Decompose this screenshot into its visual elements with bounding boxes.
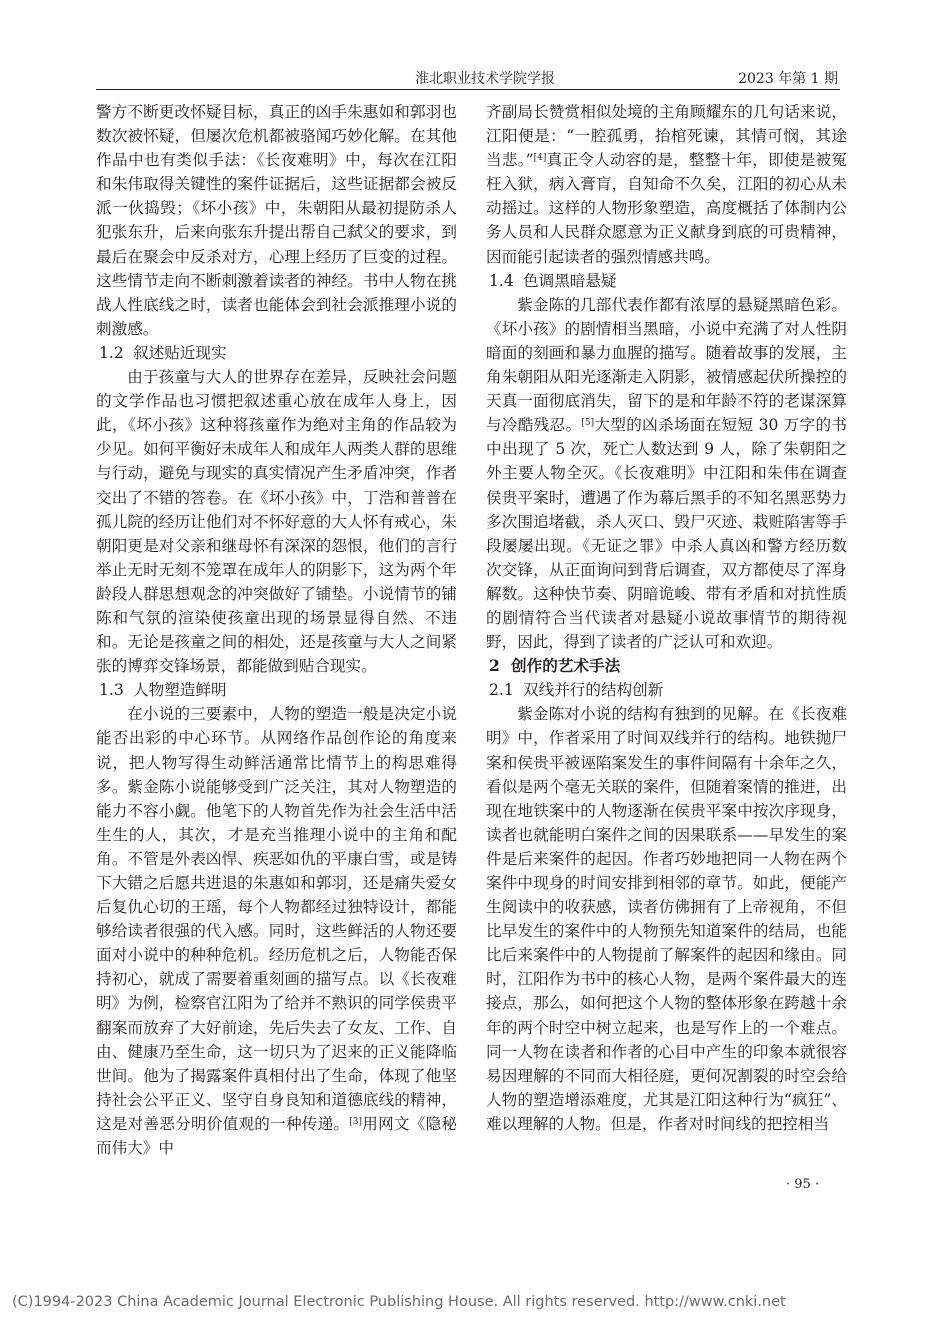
section-title: 色调黑暗悬疑: [523, 271, 617, 290]
section-title: 创作的艺术手法: [511, 656, 621, 676]
page-number: · 95 ·: [786, 1177, 820, 1192]
section-number: 1.4: [489, 271, 514, 290]
paragraph: [486, 293, 847, 654]
paragraph-text: 紫金陈的几部代表作都有浓厚的悬疑黑暗色彩。《坏小孩》的剧情相当黑暗，小说中充满了对人性阴暗面的刻画和暴力血腥的描写。随着故事的发展，主角朱朝阳从阳光逐渐走入阴影，被情感起伏所操控的天真一面彻底消失，留下的是和年龄不符的老谋深算与冷酷残忍。: [486, 295, 847, 435]
citation-ref-3: [3]: [349, 1116, 363, 1127]
paragraph: 紫金陈对小说的结构有独到的见解。在《长夜难明》中，作者采用了时间双线并行的结构。地铁抛尸案和侯贵平被诬陷案发生的事件间隔有十余年之久，看似是两个毫无关联的案件，但随着案情的推进，出现在地铁案中的人物逐渐在侯贵平案中按次序现身，读者也就能明白案件之间的因果联系——早发生的案件是后来案件的起因。作者巧妙地把同一人物在两个案件中现身的时间安排到相邻的章节。如此，便能产生阅读中的收获感，读者仿佛拥有了上帝视角，不但比早发生的案件中的人物预先知道案件的结局，也能比后来案件中的人物提前了解案件的起因和缘由。同时，江阳作为书中的核心人物，是两个案件最大的连接点，那么，如何把这个人物的整体形象在跨越十余年的两个时空中树立起来，也是写作上的一个难点。同一人物在读者和作者的心目中产生的印象本就很容易因理解的不同而大相径庭，更何况割裂的时空会给人物的塑造增添难度，尤其是江阳这种行为“疯狂”、难以理解的人物。但是，作者对时间线的把控相当: [486, 705, 847, 1133]
header-divider: [96, 89, 840, 90]
journal-title: 淮北职业技术学院学报: [415, 71, 555, 87]
citation-ref-4: [4]: [533, 153, 547, 164]
citation-ref-5: [5]: [581, 418, 595, 429]
paragraph-text: 用网文《隐秘而伟大》中: [96, 1114, 457, 1158]
section-heading-2-1: [486, 678, 847, 702]
section-heading-1-2: [96, 341, 457, 365]
paragraph-text: 齐副局长赞赏相似处境的主角顾耀东的几句话来说，江阳便是：“一腔孤勇，抬棺死谏，其情可悯，其途当悲。”: [486, 103, 847, 170]
left-column: [96, 100, 457, 1175]
copyright-footer: (C)1994-2023 China Academic Journal Electronic Publishing House. All rights reserved. http://www.cnki.net: [12, 1294, 786, 1310]
section-title: 双线并行的结构创新: [523, 681, 664, 700]
issue-label: 2023 年第 1 期: [738, 71, 838, 87]
right-column: [486, 100, 847, 1175]
paragraph: 警方不断更改怀疑目标，真正的凶手朱惠如和郭羽也数次被怀疑，但屡次危机都被骆闻巧妙化解。在其他作品中也有类似手法：《长夜难明》中，每次在江阳和朱伟取得关键性的案件证据后，这些证据都会被反派一伙捣毁；《坏小孩》中，朱朝阳从最初提防杀人犯张东升，后来向张东升提出帮自己弑父的要求，到最后在聚会中反杀对方，心理上经历了巨变的过程。这些情节走向不断刺激着读者的神经。书中人物在挑战人性底线之时，读者也能体会到社会派推理小说的刺激感。: [96, 103, 457, 338]
paragraph-text: 在小说的三要素中，人物的塑造一般是决定小说能否出彩的中心环节。从网络作品创作论的角度来说，把人物写得生动鲜活通常比情节上的构思难得多。紫金陈小说能够受到广泛关注，其对人物塑造的能力不容小觑。他笔下的人物首先作为社会生活中活生生的人，其次，才是充当推理小说中的主角和配角。不管是外表凶悍、疾恶如仇的平康白雪，或是铸下大错之后愿共进退的朱惠如和郭羽，还是痛失爱女后复仇心切的王瑶，每个人物都经过独特设计，都能够给读者很强的代入感。同时，这些鲜活的人物还要面对小说中的种种危机。经历危机之后，人物能否保持初心，就成了需要着重刻画的描写点。以《长夜难明》为例，检察官江阳为了给并不熟识的同学侯贵平翻案而放弃了大好前途，先后失去了女友、工作、自由、健康乃至生命，这一切只为了迟来的正义能降临世间。他为了揭露案件真相付出了生命，体现了他坚持社会公平正义、坚守自身良知和道德底线的精神，这是对善恶分明价值观的一种传递。: [96, 705, 457, 1133]
paragraph-text: 大型的凶杀场面在短短 30 万字的书中出现了 5 次，死亡人数达到 9 人，除了朱朝阳之外主要人物全灭。《长夜难明》中江阳和朱伟在调查侯贵平案时，遭遇了作为幕后黑手的不知名黑恶势力多次围追堵截，杀人灭口、毁尸灭迹、栽赃陷害等手段屡屡出现。《无证之罪》中杀人真凶和警方经历数次交锋，从正面询问到背后调查，双方都使尽了浑身解数。这种快节奏、阴暗诡峻、带有矛盾和对抗性质的剧情符合当代读者对悬疑小说故事情节的期待视野，因此，得到了读者的广泛认可和欢迎。: [486, 416, 847, 652]
section-title: 叙述贴近现实: [133, 343, 227, 362]
paragraph: [486, 100, 847, 269]
section-heading-2: [486, 654, 847, 678]
running-header: [96, 66, 840, 90]
section-number: 1.3: [99, 681, 124, 700]
paragraph: 由于孩童与大人的世界存在差异，反映社会问题的文学作品也习惯把叙述重心放在成年人身上，因此，《坏小孩》这种将孩童作为绝对主角的作品较为少见。如何平衡好未成年人和成年人两类人群的思维与行动，避免与现实的真实情况产生矛盾冲突，作者交出了不错的答卷。在《坏小孩》中，丁浩和普普在孤儿院的经历让他们对不怀好意的大人怀有戒心，朱朝阳更是对父亲和继母怀有深深的怨恨，他们的言行举止无时无刻不笼罩在成年人的阴影下，这为两个年龄段人群思想观念的冲突做好了铺垫。小说情节的铺陈和气氛的渲染使孩童出现的场景显得自然、不违和。无论是孩童之间的相处，还是孩童与大人之间紧张的博弈交锋场景，都能做到贴合现实。: [96, 368, 457, 676]
section-title: 人物塑造鲜明: [133, 681, 227, 700]
section-number: 2: [489, 656, 500, 676]
section-heading-1-3: [96, 678, 457, 702]
paragraph: [96, 702, 457, 1160]
paragraph-text: 真正令人动容的是，整整十年，即使是被冤枉入狱，病入膏肓，自知命不久矣，江阳的初心从未动摇过。这样的人物形象塑造，高度概括了体制内公务人员和人民群众愿意为正义献身到底的可贵精神，因而能引起读者的强烈情感共鸣。: [486, 151, 847, 266]
section-heading-1-4: [486, 269, 847, 293]
section-number: 2.1: [489, 681, 514, 700]
section-number: 1.2: [99, 343, 124, 362]
